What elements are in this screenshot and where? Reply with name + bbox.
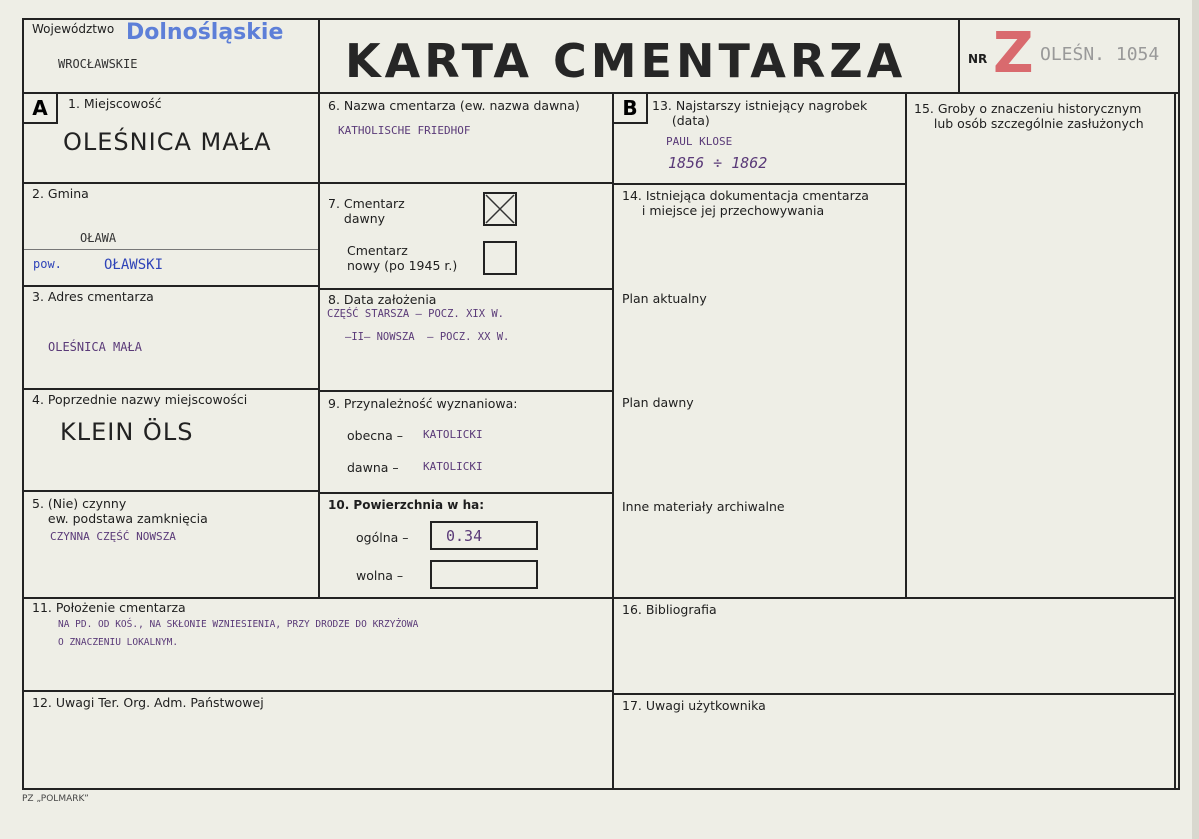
plan-current-label: Plan aktualny xyxy=(622,291,707,306)
field-2-label: 2. Gmina xyxy=(32,186,89,201)
section-b: B xyxy=(612,92,648,124)
field-10-wolna-label: wolna – xyxy=(356,568,404,583)
field-9-obecna-label: obecna – xyxy=(347,428,403,443)
area-free-field[interactable] xyxy=(430,560,538,589)
printer-mark: PZ „POLMARK” xyxy=(22,794,89,804)
nr-value: OLEŚN. 1054 xyxy=(1040,44,1160,65)
field-10-ogolna-label: ogólna – xyxy=(356,530,409,545)
field-13-label: 13. Najstarszy istniejący nagrobek (data) xyxy=(652,98,868,128)
field-2-pow-label: pow. xyxy=(33,257,62,271)
voivodeship-value: WROCŁAWSKIE xyxy=(58,57,138,71)
field-11-line2: O ZNACZENIU LOKALNYM. xyxy=(58,637,179,648)
field-9-label: 9. Przynależność wyznaniowa: xyxy=(328,396,518,411)
field-5-value: CZYNNA CZĘŚĆ NOWSZA xyxy=(50,530,176,543)
field-3-label: 3. Adres cmentarza xyxy=(32,289,154,304)
field-15-label: 15. Groby o znaczeniu historycznym lub osób szczególnie zasłużonych xyxy=(914,101,1144,131)
field-4-value: KLEIN ÖLS xyxy=(60,418,194,446)
field-13-dates: 1856 ÷ 1862 xyxy=(668,154,768,172)
field-11-label: 11. Położenie cmentarza xyxy=(32,600,186,615)
field-14-label: 14. Istniejąca dokumentacja cmentarza i miejsce jej przechowywania xyxy=(622,188,869,218)
field-9-dawna-label: dawna – xyxy=(347,460,399,475)
page-title: KARTA CMENTARZA xyxy=(345,34,907,88)
field-7-label: 7. Cmentarz dawny xyxy=(328,196,405,226)
field-11-line1: NA PD. OD KOŚ., NA SKŁONIE WZNIESIENIA, PRZY DRODZE DO KRZYŻOWA xyxy=(58,619,419,630)
nr-label: NR xyxy=(968,52,988,66)
field-4-label: 4. Poprzednie nazwy miejscowości xyxy=(32,392,248,407)
voivodeship-stamp: Dolnośląskie xyxy=(126,20,284,45)
field-16-label: 16. Bibliografia xyxy=(622,602,717,617)
field-8-line1: CZĘŚĆ STARSZA – POCZ. XIX W. xyxy=(327,308,505,320)
section-a: A xyxy=(22,92,58,124)
x-mark-icon xyxy=(485,194,515,224)
field-5-label: 5. (Nie) czynny ew. podstawa zamknięcia xyxy=(32,496,208,526)
field-15 xyxy=(905,92,1176,599)
field-9-obecna-value: KATOLICKI xyxy=(423,428,483,441)
archive-materials-label: Inne materiały archiwalne xyxy=(622,499,785,514)
field-2-value: OŁAWA xyxy=(80,231,117,245)
field-1-label: 1. Miejscowość xyxy=(68,96,162,111)
field-2-pow-value: OŁAWSKI xyxy=(104,257,164,273)
field-1-value: OLEŚNICA MAŁA xyxy=(63,128,272,156)
voivodeship-label: Województwo xyxy=(32,22,115,36)
field-12-label: 12. Uwagi Ter. Org. Adm. Państwowej xyxy=(32,695,264,710)
field-8-line2: –II– NOWSZA – POCZ. XX W. xyxy=(345,331,510,343)
area-total-field[interactable]: 0.34 xyxy=(430,521,538,550)
cemetery-new-checkbox[interactable] xyxy=(483,241,517,275)
z-stamp: Z xyxy=(993,21,1034,86)
field-9-dawna-value: KATOLICKI xyxy=(423,460,483,473)
plan-old-label: Plan dawny xyxy=(622,395,694,410)
field-6-value: KATHOLISCHE FRIEDHOF xyxy=(338,124,471,137)
field-17-label: 17. Uwagi użytkownika xyxy=(622,698,766,713)
field-6-label: 6. Nazwa cmentarza (ew. nazwa dawna) xyxy=(328,98,580,113)
field-10-label: 10. Powierzchnia w ha: xyxy=(328,498,485,512)
field-3-value: OLEŚNICA MAŁA xyxy=(48,340,142,354)
field-8-label: 8. Data założenia xyxy=(328,292,437,307)
field-14 xyxy=(612,183,907,599)
field-7-new-label: Cmentarz nowy (po 1945 r.) xyxy=(347,243,458,273)
cemetery-old-checkbox[interactable] xyxy=(483,192,517,226)
field-13-name: PAUL KLOSE xyxy=(666,135,733,148)
divider xyxy=(24,249,318,250)
